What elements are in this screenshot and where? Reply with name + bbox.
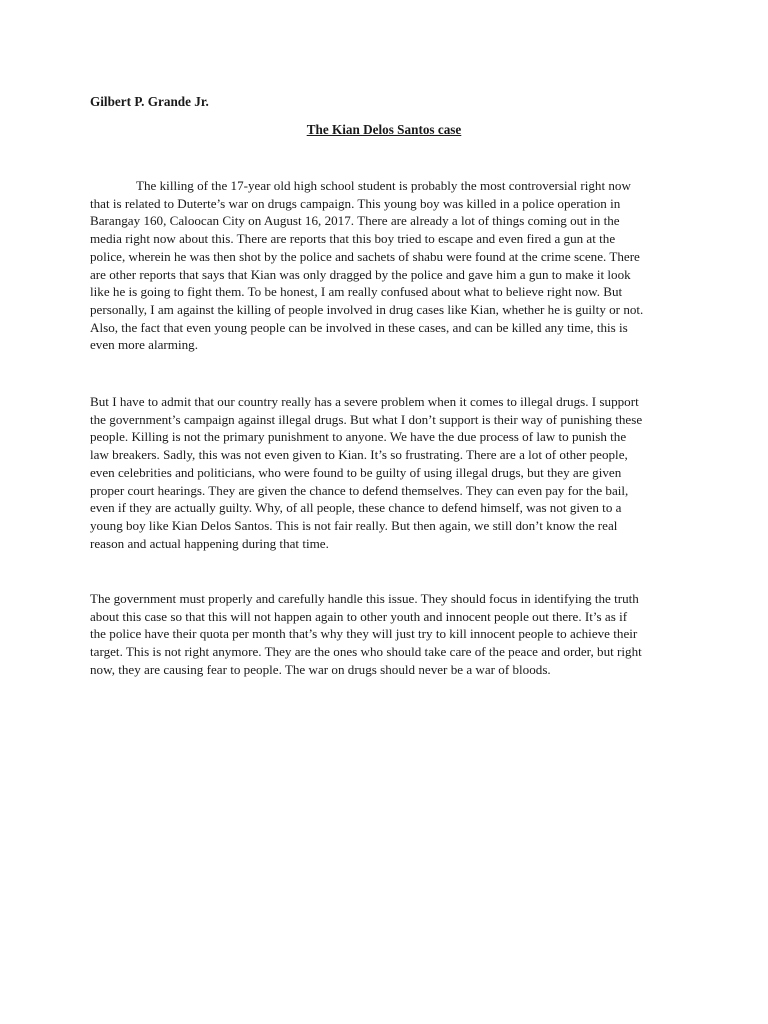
paragraph-line: personally, I am against the killing of people involved in drug cases like Kian, whether he is guilty or not.	[90, 301, 644, 317]
paragraph-line: even celebrities and politicians, who were found to be guilty of using illegal drugs, but they are given	[90, 464, 622, 480]
paragraph-line: target. This is not right anymore. They are the ones who should take care of the peace and order, but right	[90, 644, 642, 660]
paragraph-line: the police have their quota per month that’s why they will just try to kill innocent people to achieve their	[90, 626, 638, 642]
paragraph-line: police, wherein he was then shot by the police and sachets of shabu were found at the crime scene. There	[90, 248, 640, 264]
paragraph-line: The killing of the 17-year old high school student is probably the most controversial right now	[136, 178, 631, 193]
paragraph-line: proper court hearings. They are given the chance to defend themselves. They can even pay for the bail,	[90, 482, 629, 498]
paragraph-line: even more alarming.	[90, 337, 198, 353]
author-name: Gilbert P. Grande Jr.	[90, 94, 209, 109]
paragraph-1	[90, 177, 690, 354]
document-title: The Kian Delos Santos case	[306, 122, 462, 137]
paragraph-line: The government must properly and carefully handle this issue. They should focus in identifying the truth	[90, 591, 639, 606]
paragraph-line: reason and actual happening during that time.	[90, 535, 329, 551]
paragraph-line: the government’s campaign against illegal drugs. But what I don’t support is their way of punishing these	[90, 411, 643, 427]
paragraph-line: But I have to admit that our country really has a severe problem when it comes to illegal drugs. I support	[90, 394, 639, 409]
paragraph-line: young boy like Kian Delos Santos. This is not fair really. But then again, we still don’t know the real	[90, 517, 618, 533]
paragraph-line: Barangay 160, Caloocan City on August 16, 2017. There are already a lot of things coming out in the	[90, 213, 620, 229]
paragraph-line: Also, the fact that even young people can be involved in these cases, and can be killed any time, this is	[90, 319, 628, 335]
paragraph-2	[90, 393, 690, 552]
paragraph-3	[90, 590, 690, 679]
paragraph-line: even if they are actually guilty. Why, of all people, these chance to defend himself, was not given to a	[90, 500, 622, 516]
paragraph-line: about this case so that this will not happen again to other youth and innocent people out there. It’s as if	[90, 608, 628, 624]
paragraph-line: are other reports that says that Kian was only dragged by the police and gave him a gun to make it look	[90, 266, 631, 282]
paragraph-line: that is related to Duterte’s war on drugs campaign. This young boy was killed in a police operation in	[90, 195, 621, 211]
paragraph-line: media right now about this. There are reports that this boy tried to escape and even fired a gun at the	[90, 231, 616, 247]
paragraph-line: like he is going to fight them. To be honest, I am really confused about what to believe right now. But	[90, 284, 623, 300]
paragraph-line: people. Killing is not the primary punishment to anyone. We have the due process of law to punish the	[90, 429, 627, 445]
paragraph-line: now, they are causing fear to people. The war on drugs should never be a war of bloods.	[90, 661, 551, 677]
paragraph-line: law breakers. Sadly, this was not even given to Kian. It’s so frustrating. There are a lot of other people,	[90, 447, 628, 463]
